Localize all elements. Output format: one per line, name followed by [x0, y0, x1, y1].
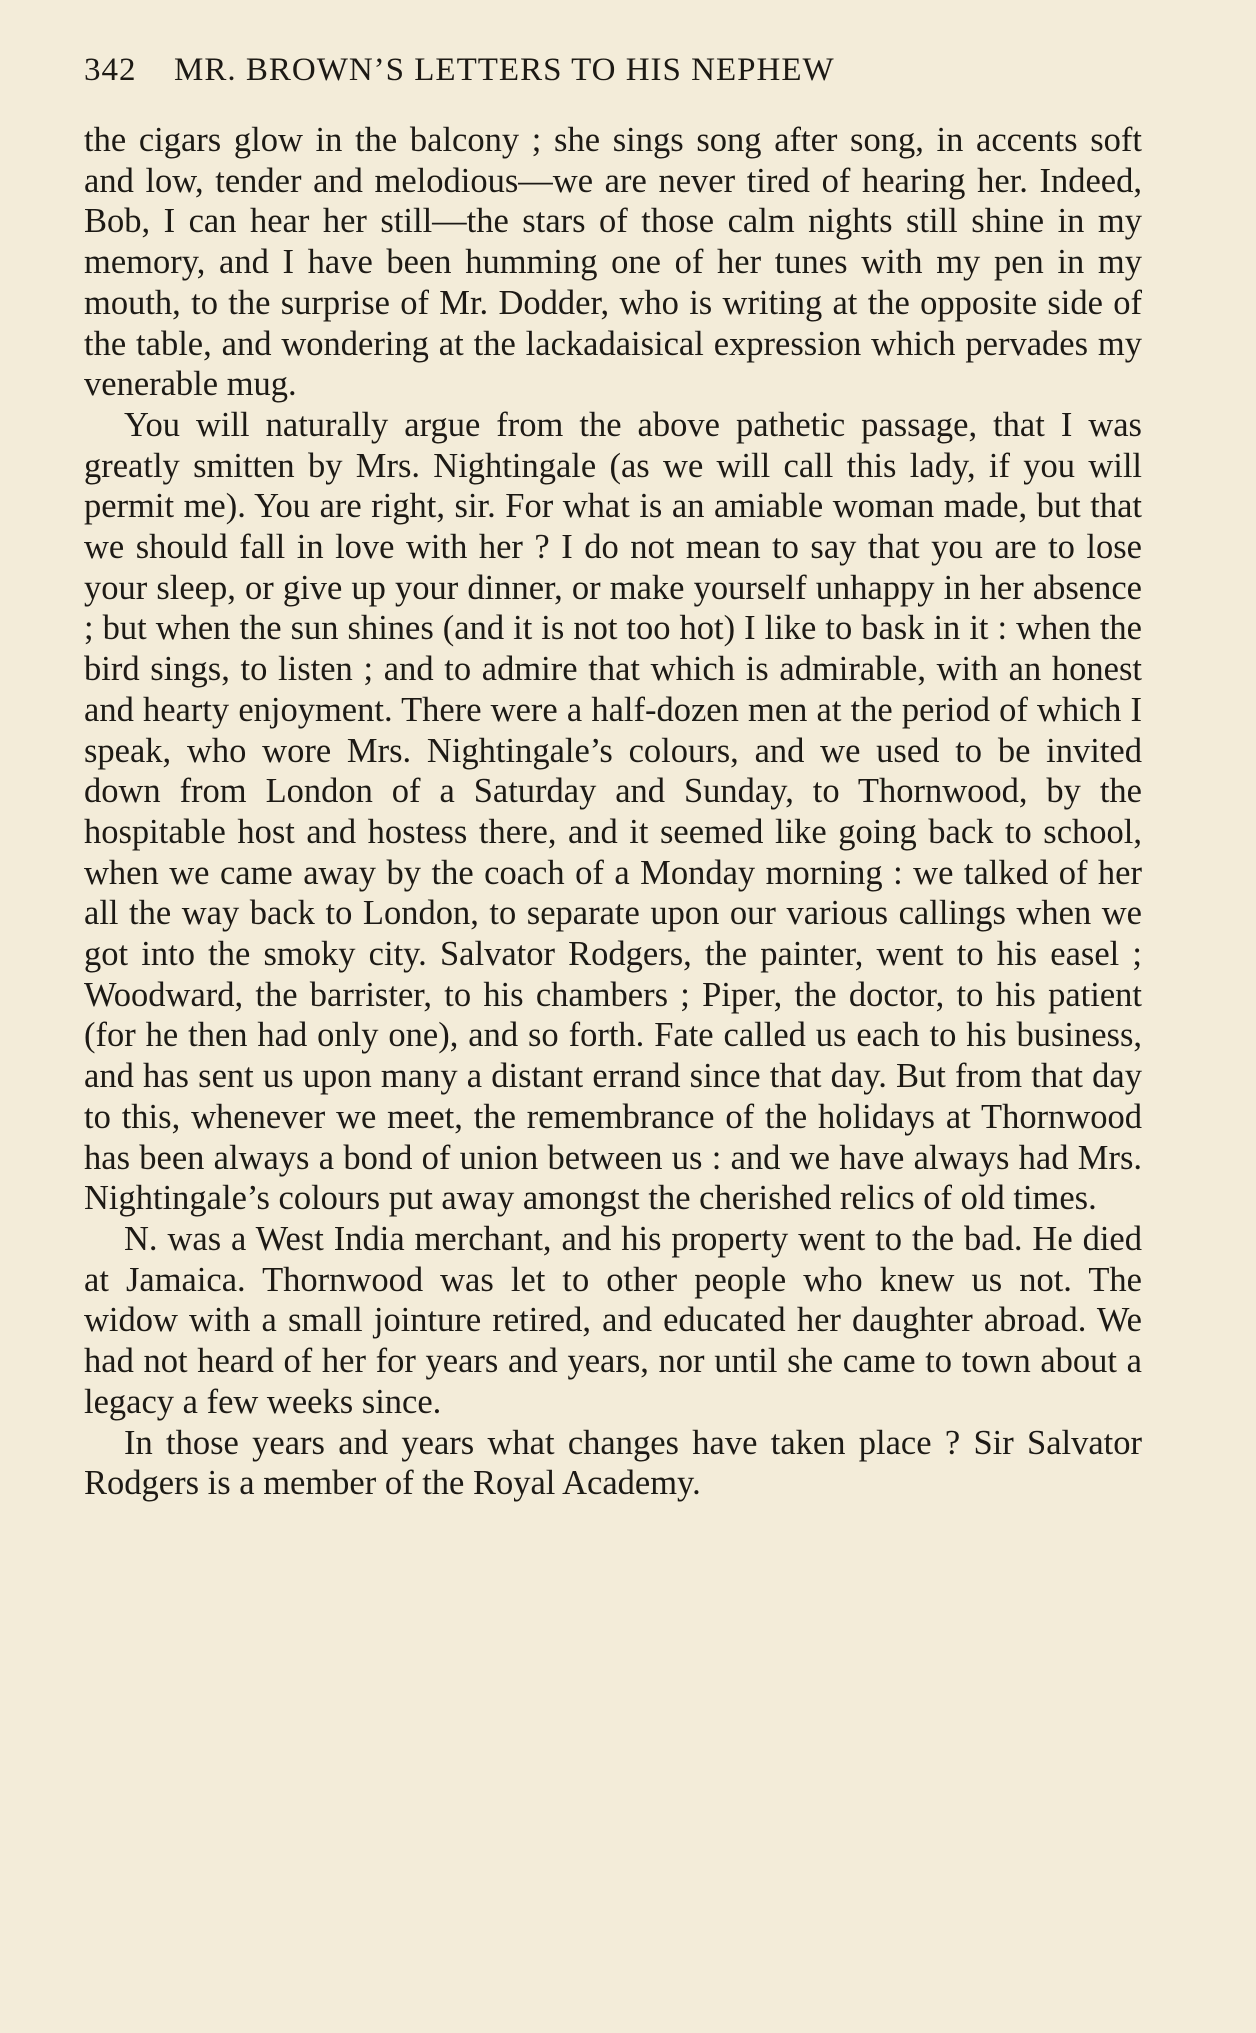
paragraph: You will naturally argue from the above pathetic passage, that I was greatly smitten by Mrs. Nightingale (as we will call this lady, if you will permit me). You are right, sir. For what is an amiable woman made, but that we should fall in love with her ? I do not mean to say that you are to lose your sleep, or give up your dinner, or make yourself unhappy in her absence ; but when the sun shines (and it is not too hot) I like to bask in it : when the bird sings, to listen ; and to admire that which is admirable, with an honest and hearty enjoyment. There were a half-dozen men at the period of which I speak, who wore Mrs. Nightingale’s colours, and we used to be invited down from London of a Saturday and Sunday, to Thornwood, by the hospitable host and hostess there, and it seemed like going back to school, when we came away by the coach of a Monday morning : we talked of her all the way back to London, to separate upon our various callings when we got into the smoky city. Salvator Rodgers, the painter, went to his easel ; Woodward, the barrister, to his chambers ; Piper, the doctor, to his patient (for he then had only one), and so forth. Fate called us each to his business, and has sent us upon many a distant errand since that day. But from that day to this, whenever we meet, the remembrance of the holidays at Thornwood has been always a bond of union between us : and we have always had Mrs. Nightingale’s colours put away amongst the cherished relics of old times.	[84, 405, 1142, 1218]
paragraph-continued: the cigars glow in the balcony ; she sings song after song, in accents soft and low, tender and melodious—we are never tired of hearing her. Indeed, Bob, I can hear her still—the stars of those calm nights still shine in my memory, and I have been humming one of her tunes with my pen in my mouth, to the surprise of Mr. Dodder, who is writing at the opposite side of the table, and wondering at the lackadaisical expression which pervades my venerable mug.	[84, 121, 1142, 404]
page-number: 342	[84, 52, 137, 88]
book-page	[84, 52, 1142, 1504]
running-head	[84, 52, 1142, 120]
running-title: MR. BROWN’S LETTERS TO HIS NEPHEW	[174, 52, 835, 88]
paragraph: In those years and years what changes have taken place ? Sir Salvator Rodgers is a member of the Royal Academy.	[84, 1423, 1142, 1503]
body-text	[84, 120, 1142, 1504]
paragraph: N. was a West India merchant, and his property went to the bad. He died at Jamaica. Thornwood was let to other people who knew us not. The widow with a small jointure retired, and educated her daughter abroad. We had not heard of her for years and years, nor until she came to town about a legacy a few weeks since.	[84, 1219, 1142, 1421]
